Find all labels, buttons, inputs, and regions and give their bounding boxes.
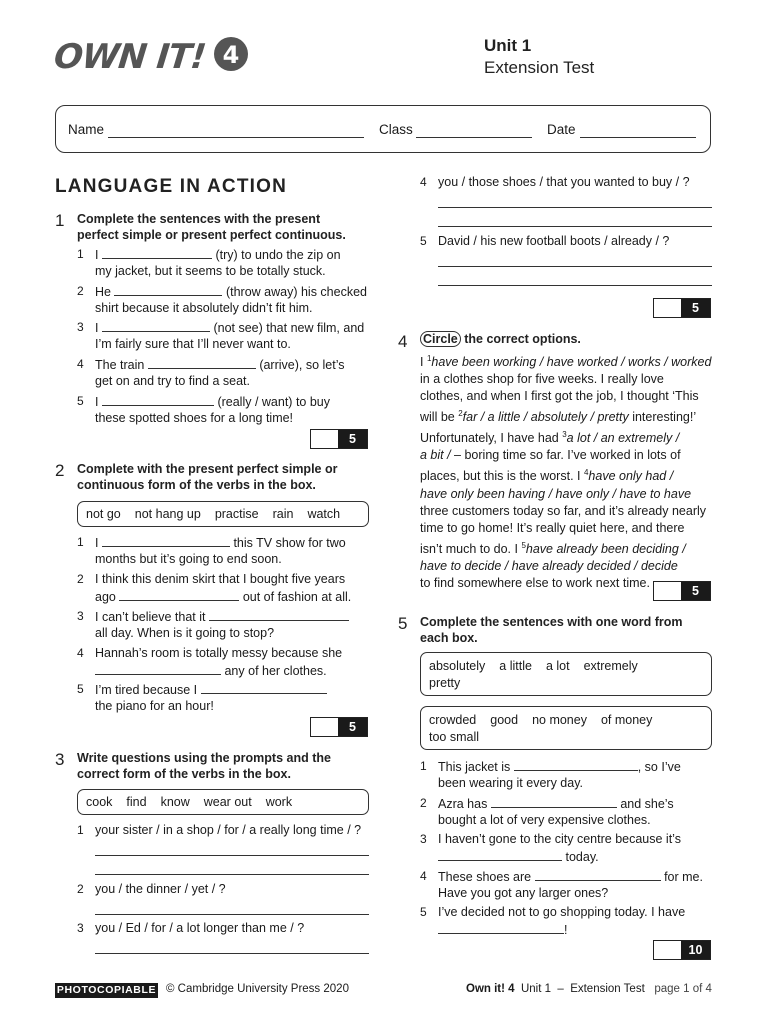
q3-word-box: cook find know wear out work	[77, 789, 369, 815]
q4-score: 5	[681, 582, 710, 600]
q1-instruction: Complete the sentences with the present perfect simple or present perfect continuous.	[77, 212, 346, 242]
q1-score: 5	[338, 430, 367, 448]
q5-score-box[interactable]	[653, 940, 711, 960]
q5-word-box-1: absolutely a little a lot extremely pretty	[420, 652, 712, 696]
q1-number: 1	[55, 211, 65, 230]
section-title: LANGUAGE IN ACTION	[55, 176, 288, 197]
logo-level: 4	[222, 41, 240, 69]
footer-info: Own it! 4 Unit 1 – Extension Test page 1 of 4	[466, 983, 712, 995]
gap-options[interactable]: have only had /	[588, 469, 674, 484]
q1-item: 2 He (throw away) his checked shirt because it absolutely didn’t fit him.	[77, 284, 367, 315]
q3-score-box[interactable]	[653, 298, 711, 318]
answer-line[interactable]	[95, 855, 369, 856]
q5-number: 5	[398, 614, 408, 633]
answer-blank[interactable]	[119, 588, 239, 601]
unit-title: Unit 1	[484, 36, 532, 55]
own-it-logo	[55, 30, 255, 80]
q5-word-box-2: crowded good no money of money too small	[420, 706, 712, 750]
q3-number: 3	[55, 750, 65, 769]
answer-line[interactable]	[438, 285, 712, 286]
q5-item: 2 Azra has and she’s bought a lot of very expensive clothes.	[420, 796, 674, 827]
q2-number: 2	[55, 461, 65, 480]
gap-options[interactable]: far / a little / absolutely / pretty	[462, 410, 629, 425]
q4-instruction: Circle the correct options.	[420, 331, 581, 347]
answer-blank[interactable]	[514, 758, 638, 771]
gap-options[interactable]: a lot / an extremely /	[566, 431, 680, 446]
answer-blank[interactable]	[102, 534, 230, 547]
answer-line[interactable]	[95, 874, 369, 875]
answer-blank[interactable]	[535, 868, 661, 881]
q3-item: 5 David / his new football boots / already / ?	[420, 234, 670, 248]
q2-instruction: Complete with the present perfect simple or continuous form of the verbs in the box.	[77, 462, 338, 492]
q3-item: 2 you / the dinner / yet / ?	[77, 882, 226, 896]
name-field[interactable]	[108, 137, 364, 138]
answer-blank[interactable]	[102, 393, 214, 406]
q4-text: I $^1$have been working / have worked / works / worked in a clothes shop for five weeks. I really love clothes, and when I first got the job, I thought ‘This will be $^2$far / a little / absolutely / pretty interesting!’ Unfortunately, I have had $^3$a lot / an extremely / a bit / – boring time so far. I’ve worked in lots of places, but this is the worst. I $^4$have only had / have only been having / have only / have to have three customers today so far, and it’s already nearly time to go home! It’s really quiet here, and there isn’t much to do. I $^5$have already been deciding / have to decide / have already decided / decide to find somewhere else to work next time.	[420, 354, 712, 590]
gap-options[interactable]: have only been having / have only / have to have	[420, 486, 692, 501]
q5-instruction: Complete the sentences with one word from each box.	[420, 615, 683, 645]
q2-word-box: not go not hang up practise rain watch	[77, 501, 369, 527]
q5-item: 3 I haven’t gone to the city centre because it’s today.	[420, 832, 681, 864]
gap-options[interactable]: a bit /	[420, 448, 451, 463]
q5-item: 1 This jacket is , so I’ve been wearing it every day.	[420, 759, 681, 790]
answer-blank[interactable]	[438, 848, 562, 861]
answer-line[interactable]	[438, 207, 712, 208]
q1-item: 3 I (not see) that new film, and I’m fairly sure that I’ll never want to.	[77, 320, 365, 351]
class-field[interactable]	[416, 137, 532, 138]
page-number: page 1 of 4	[654, 983, 712, 995]
q5-item: 5 I’ve decided not to go shopping today. I have !	[420, 905, 686, 937]
q3-instruction: Write questions using the prompts and the correct form of the verbs in the box.	[77, 751, 331, 781]
name-label: Name	[68, 122, 105, 137]
logo-text: OWN IT!	[55, 37, 208, 77]
answer-blank[interactable]	[491, 795, 617, 808]
q2-item: 4 Hannah’s room is totally messy because she any of her clothes.	[77, 646, 343, 678]
q1-item: 4 The train (arrive), so let’s get on and try to find a seat.	[77, 357, 345, 388]
answer-blank[interactable]	[102, 246, 212, 259]
q2-item: 5 I’m tired because I the piano for an hour!	[77, 681, 377, 715]
answer-line[interactable]	[95, 914, 369, 915]
q5-item: 4 These shoes are for me. Have you got any larger ones?	[420, 869, 703, 900]
footer-unit: Unit 1	[520, 983, 551, 995]
answer-blank[interactable]	[95, 662, 221, 675]
q2-score-box[interactable]	[310, 717, 368, 737]
q2-item: 1 I this TV show for two months but it’s going to end soon.	[77, 535, 346, 566]
answer-line[interactable]	[438, 266, 712, 267]
q1-item: 5 I (really / want) to buy these spotted shoes for a long time!	[77, 394, 330, 425]
q3-item: 3 you / Ed / for / a lot longer than me / ?	[77, 921, 305, 935]
answer-blank[interactable]	[209, 608, 349, 621]
answer-blank[interactable]	[148, 356, 256, 369]
test-name: Extension Test	[484, 58, 595, 77]
copyright: © Cambridge University Press 2020	[166, 983, 349, 995]
gap-options[interactable]: have to decide / have already decided / decide	[420, 558, 678, 573]
q4-score-box[interactable]	[653, 581, 711, 601]
date-label: Date	[547, 122, 576, 137]
q5-score: 10	[681, 941, 710, 959]
student-info-box	[55, 105, 711, 153]
q2-item: 2 I think this denim skirt that I bought five years ago out of fashion at all.	[77, 572, 352, 604]
gap-options[interactable]: have already been deciding /	[525, 541, 686, 556]
footer-book: Own it! 4	[466, 983, 515, 995]
answer-blank[interactable]	[201, 681, 327, 694]
q3-item: 1 your sister / in a shop / for / a really long time / ?	[77, 823, 362, 837]
answer-line[interactable]	[438, 226, 712, 227]
q4-number: 4	[398, 332, 408, 351]
q3-item: 4 you / those shoes / that you wanted to buy / ?	[420, 175, 690, 189]
gap-options[interactable]: have been working / have worked / works / worked	[431, 355, 712, 370]
date-field[interactable]	[580, 137, 696, 138]
q1-score-box[interactable]	[310, 429, 368, 449]
answer-blank[interactable]	[438, 921, 564, 934]
footer-test: Extension Test	[570, 983, 645, 995]
q2-item: 3 I can’t believe that it all day. When is it going to stop?	[77, 608, 377, 642]
answer-line[interactable]	[95, 953, 369, 954]
q2-score: 5	[338, 718, 367, 736]
class-label: Class	[379, 122, 413, 137]
answer-blank[interactable]	[114, 283, 222, 296]
q1-item: 1 I (try) to undo the zip on my jacket, but it seems to be totally stuck.	[77, 247, 341, 278]
circle-word: Circle	[420, 331, 461, 347]
photocopiable-badge: PHOTOCOPIABLE	[56, 984, 157, 996]
q3-score: 5	[681, 299, 710, 317]
answer-blank[interactable]	[102, 319, 210, 332]
